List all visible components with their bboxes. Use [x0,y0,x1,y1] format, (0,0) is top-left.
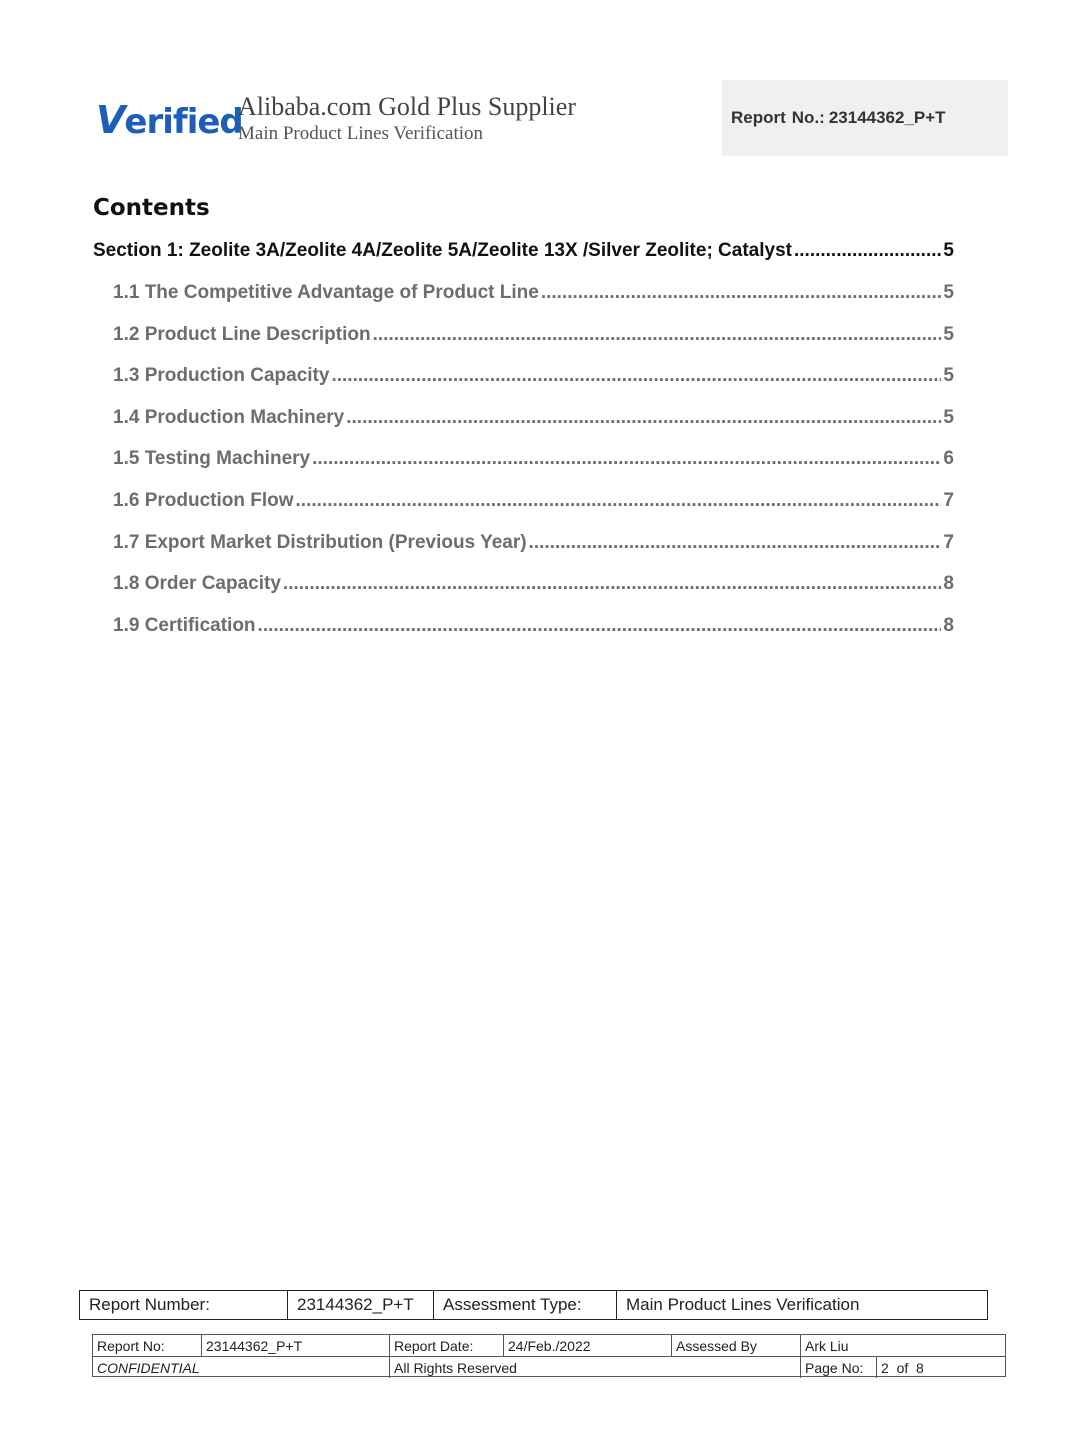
toc-page: 7 [943,489,954,511]
toc-leader [312,448,941,470]
toc-page: 5 [943,282,954,303]
toc-leader [794,240,941,262]
toc-item[interactable] [93,324,954,366]
footer-report-no: 23144362_P+T [202,1335,390,1356]
toc-section-1[interactable] [93,240,954,282]
toc-leader [258,615,942,637]
footer-report-number-label: Report Number: [80,1291,288,1319]
report-no-value: 23144362_P+T [828,108,946,127]
footer-row [93,1356,1005,1378]
report-label: Report [731,108,786,127]
toc-label: 1.8 Order Capacity [113,573,281,595]
contents-title: Contents [93,195,210,221]
toc-leader [346,407,941,429]
toc-item[interactable] [93,573,954,615]
toc-label: 1.5 Testing Machinery [113,448,311,470]
toc-item[interactable] [93,615,954,657]
toc-label: 1.3 Production Capacity [113,365,330,387]
table-of-contents [93,240,954,656]
toc-item[interactable] [93,448,954,490]
toc-item[interactable] [93,407,954,449]
toc-item[interactable] [93,365,954,407]
toc-page: 7 [943,531,954,553]
footer-assessed-by-label: Assessed By [672,1335,801,1356]
footer-report-no-label: Report No: [93,1335,202,1356]
report-no-label: No.: [791,108,825,127]
footer-row [93,1335,1005,1356]
footer-report-date-label: Report Date: [390,1335,504,1356]
toc-page: 5 [943,323,954,345]
toc-page: 5 [943,365,954,387]
toc-label: Section 1: Zeolite 3A/Zeolite 4A/Zeolite 5A/Zeolite 13X /Silver Zeolite; Catalyst [93,240,792,261]
footer-report-number: 23144362_P+T [288,1291,434,1319]
toc-page: 5 [943,406,954,428]
header-title: Alibaba.com Gold Plus Supplier [238,92,576,121]
toc-leader [283,573,942,595]
footer-page-no: 2 of 8 [881,1359,924,1376]
logo-rest: erified [124,102,243,142]
footer-report-date: 24/Feb./2022 [504,1335,672,1356]
toc-leader [373,324,942,346]
toc-leader [331,365,941,387]
toc-page: 6 [943,448,954,470]
toc-leader [529,532,942,554]
footer-assessed-by: Ark Liu [805,1337,849,1354]
toc-leader [541,282,942,304]
toc-page: 5 [943,240,954,261]
toc-page: 8 [943,573,954,595]
toc-label: 1.9 Certification [113,614,256,636]
logo-v: V [96,98,125,142]
toc-label: 1.4 Production Machinery [113,406,345,428]
verified-logo [96,98,243,142]
toc-label: 1.2 Product Line Description [113,323,371,345]
toc-page: 8 [943,614,954,636]
footer-assessment-type: Main Product Lines Verification [626,1295,860,1314]
toc-leader [296,490,942,512]
footer-page-no-label: Page No: [801,1357,877,1378]
toc-item[interactable] [93,532,954,574]
footer-summary-table [79,1290,988,1320]
toc-label: 1.1 The Competitive Advantage of Product Line [113,282,539,303]
footer-confidential: CONFIDENTIAL [93,1357,390,1378]
toc-label: 1.6 Production Flow [113,489,294,511]
footer-assessment-type-label: Assessment Type: [434,1291,617,1319]
toc-item[interactable] [93,490,954,532]
footer-rights: All Rights Reserved [390,1357,801,1378]
report-number-box [722,80,1008,156]
toc-label: 1.7 Export Market Distribution (Previous Year) [113,531,527,553]
toc-item[interactable] [93,282,954,324]
header-subtitle: Main Product Lines Verification [238,123,484,144]
footer-detail-table [92,1334,1006,1377]
